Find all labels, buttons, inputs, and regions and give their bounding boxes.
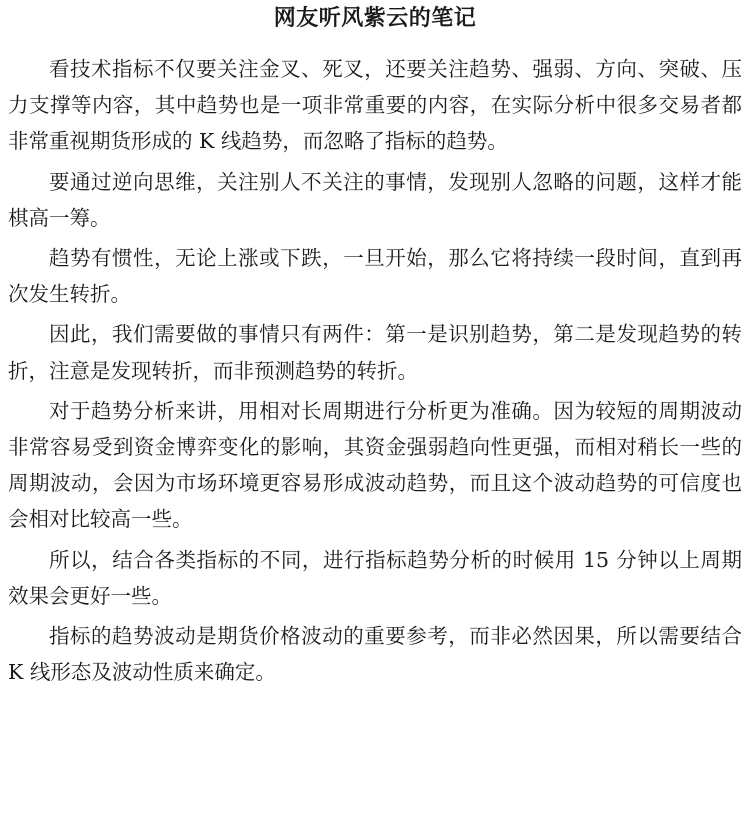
paragraph-reverse-thinking: 要通过逆向思维，关注别人不关注的事情，发现别人忽略的问题，这样才能棋高一筹。 (8, 169, 742, 230)
paragraph-trend-inertia: 趋势有惯性，无论上涨或下跌，一旦开始，那么它将持续一段时间，直到再次发生转折。 (8, 246, 742, 307)
page-title: 网友听风紫云的笔记 (273, 6, 477, 31)
paragraph-two-tasks: 因此，我们需要做的事情只有两件：第一是识别趋势，第二是发现趋势的转折，注意是发现转折，而非预测趋势的转折。 (8, 322, 742, 383)
paragraph-technical-indicators: 看技术指标不仅要关注金叉、死叉，还要关注趋势、强弱、方向、突破、压力支撑等内容，其中趋势也是一项非常重要的内容，在实际分析中很多交易者都非常重视期货形成的 K 线趋势，而忽略了指标的趋势。 (8, 57, 742, 154)
paragraph-longer-period: 对于趋势分析来讲，用相对长周期进行分析更为准确。因为较短的周期波动非常容易受到资金博弈变化的影响，其资金强弱趋向性更强，而相对稍长一些的周期波动，会因为市场环境更容易形成波动趋势，而且这个波动趋势的可信度也会相对比较高一些。 (8, 398, 742, 532)
paragraph-reference: 指标的趋势波动是期货价格波动的重要参考，而非必然因果，所以需要结合 K 线形态及波动性质来确定。 (8, 624, 742, 685)
paragraph-fifteen-minutes: 所以，结合各类指标的不同，进行指标趋势分析的时候用 15 分钟以上周期效果会更好一些。 (8, 547, 742, 608)
